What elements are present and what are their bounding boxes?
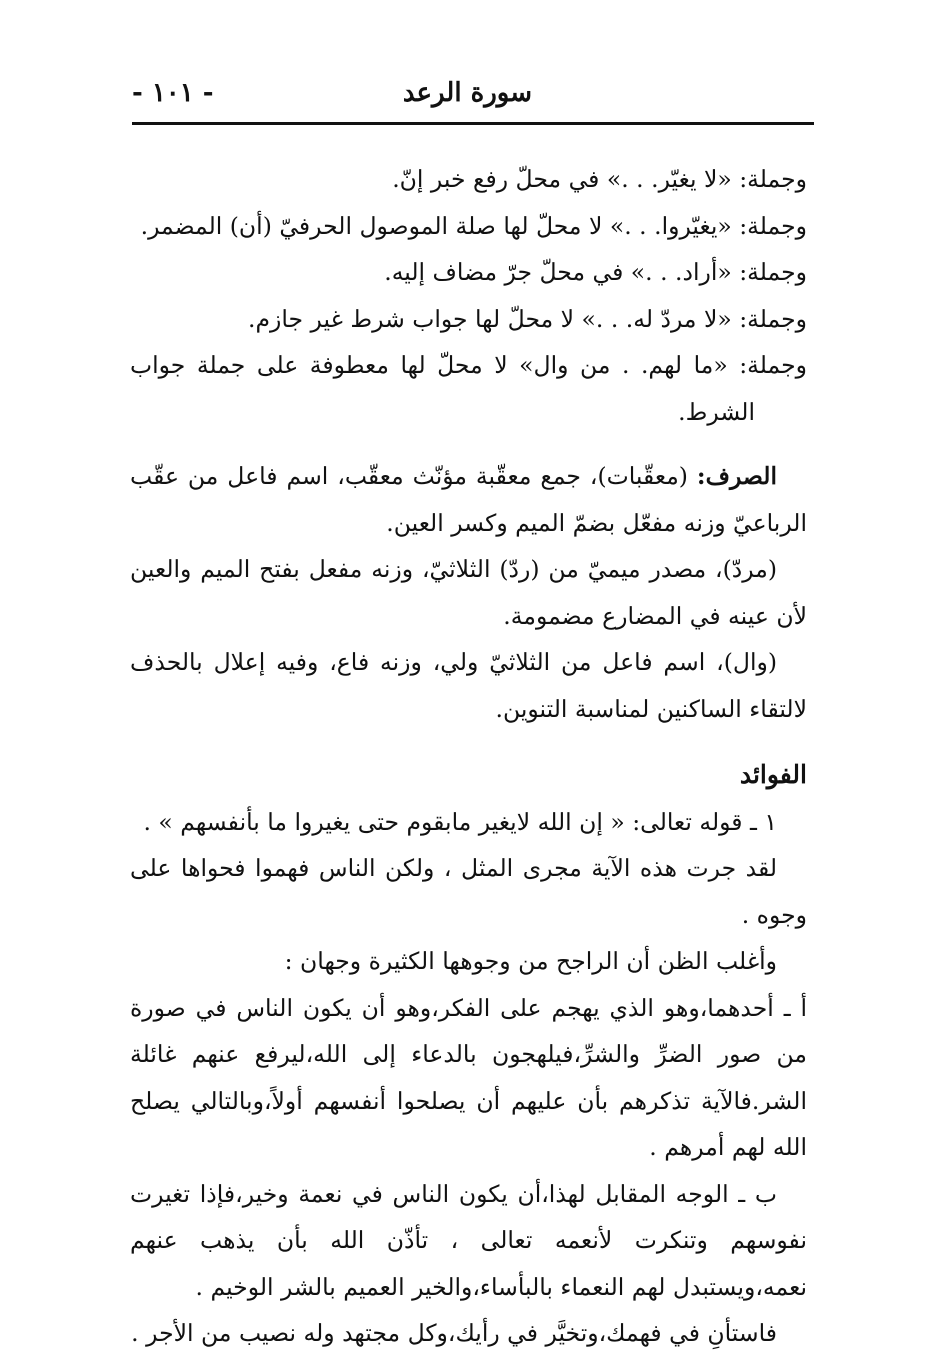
fawaid-paragraph: وأغلب الظن أن الراجح من وجوهها الكثيرة وجهان :	[284, 947, 777, 975]
jumla-line: وجملة: «ما لهم. . من وال» لا محلّ لها معطوفة على جملة جواب الشرط.	[130, 351, 807, 426]
fawaid-paragraph: ب ـ الوجه المقابل لهذا،أن يكون الناس في نعمة وخير،فإذا تغيرت نفوسهم وتنكرت لأنعمه تعالى ، تأذّن الله بأن يذهب عنهم نعمه،ويستبدل لهم النعماء بالبأساء،والخير العميم بالشر الوخيم .	[130, 1179, 807, 1301]
sarf-paragraph	[130, 453, 807, 546]
fawaid-paragraph: فاستأنِ في فهمك،وتخيَّر في رأيك،وكل مجتهد وله نصيب من الأجر .	[131, 1319, 777, 1347]
jumla-line: وجملة: «يغيّروا. . .» لا محلّ لها صلة الموصول الحرفيّ (أن) المضمر.	[140, 211, 807, 240]
page-number: - ١٠١ -	[132, 78, 214, 108]
page-body	[130, 156, 807, 1357]
fawaid-paragraph: ١ ـ قوله تعالى: « إن الله لايغير مابقوم حتى يغيروا ما بأنفسهم » .	[143, 807, 777, 836]
jumla-line: وجملة: «أراد. . .» في محلّ جرّ مضاف إليه.	[384, 258, 807, 286]
jumla-line: وجملة: «لا يغيّر. . .» في محلّ رفع خبر إنّ.	[392, 165, 807, 193]
sarf-label: الصرف:	[696, 462, 777, 490]
fawaid-paragraph: لقد جرت هذه الآية مجرى المثل ، ولكن الناس فهموا فحواها على وجوه .	[130, 854, 807, 929]
fawaid-paragraph: أ ـ أحدهما،وهو الذي يهجم على الفكر،وهو أن يكون الناس في صورة من صور الضرِّ والشرِّ،فيلهجون بالدعاء إلى الله،ليرفع عنهم غائلة الشر.فالآية تذكرهم بأن عليهم أن يصلحوا أنفسهم أولاً،وبالتالي يصلح الله لهم أمرهم .	[130, 993, 807, 1161]
fawaid-title: الفوائد	[739, 760, 807, 789]
sarf-paragraph: (وال)، اسم فاعل من الثلاثيّ ولي، وزنه فاع، وفيه إعلال بالحذف لالتقاء الساكنين لمناسبة التنوين.	[130, 648, 807, 723]
surah-title: سورة الرعد	[402, 78, 532, 108]
page-header	[132, 78, 812, 120]
sarf-text: (معقّبات)، جمع معقّبة مؤنّث معقّب، اسم فاعل من عقّب الرباعيّ وزنه مفعّل بضمّ الميم وكسر العين.	[130, 462, 807, 537]
jumla-line: وجملة: «لا مردّ له. . .» لا محلّ لها جواب شرط غير جازم.	[248, 304, 807, 333]
sarf-paragraph: (مردّ)، مصدر ميميّ من (ردّ) الثلاثيّ، وزنه مفعل بفتح الميم والعين لأن عينه في المضارع مضمومة.	[130, 555, 807, 630]
header-divider	[132, 122, 814, 125]
